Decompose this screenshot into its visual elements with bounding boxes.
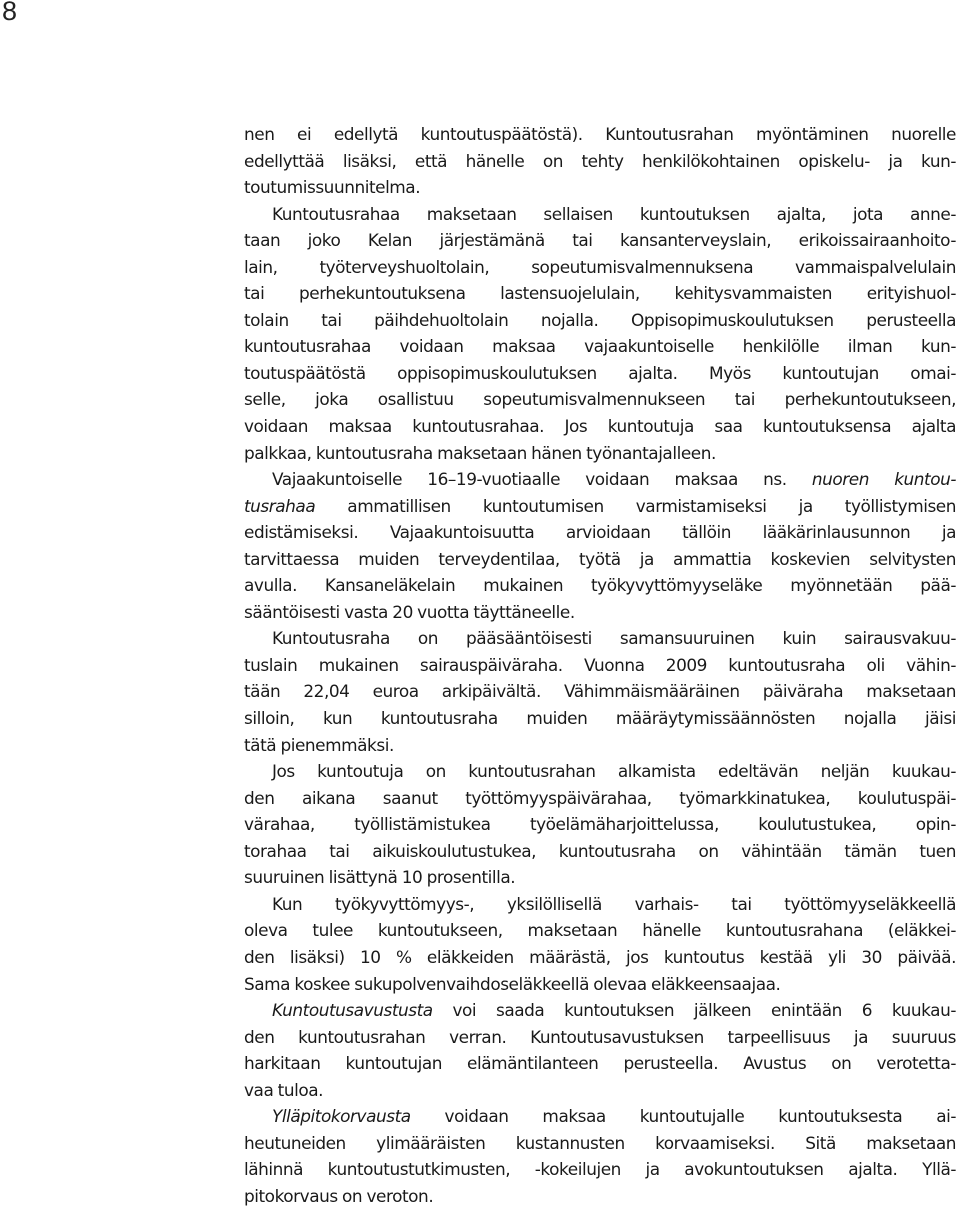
paragraph-p6 [244, 891, 956, 997]
text-segment: tätä pienemmäksi. [244, 734, 394, 755]
body-text [244, 121, 956, 1209]
text-segment: kuntoutusrahaa voidaan maksaa vajaakuntoiselle henkilölle ilman kun- [244, 336, 956, 357]
text-line [244, 891, 956, 918]
text-line [244, 280, 956, 307]
text-line [244, 625, 956, 652]
text-segment: heutuneiden ylimääräisten kustannusten korvaamiseksi. Sitä maksetaan [244, 1132, 956, 1153]
text-segment: Kun työkyvyttömyys-, yksilöllisellä varhais- tai työttömyyseläkkeellä [272, 893, 956, 914]
text-line [244, 333, 956, 360]
text-segment: sääntöisesti vasta 20 vuotta täyttäneelle. [244, 601, 575, 622]
text-line [244, 201, 956, 228]
text-segment: oleva tulee kuntoutukseen, maksetaan hänelle kuntoutusrahana (eläkkei- [244, 920, 956, 941]
text-segment: harkitaan kuntoutujan elämäntilanteen perusteella. Avustus on verotetta- [244, 1053, 956, 1074]
text-line [244, 254, 956, 281]
text-line [244, 493, 956, 520]
paragraph-p1 [244, 121, 956, 201]
text-segment: avulla. Kansaneläkelain mukainen työkyvyttömyyseläke myönnetään pää- [244, 575, 956, 596]
paragraph-p5 [244, 758, 956, 891]
paragraph-p3 [244, 466, 956, 625]
text-segment: nen ei edellytä kuntoutuspäätöstä). Kuntoutusrahan myöntäminen nuorelle [244, 124, 956, 144]
italic-term: Kuntoutusavustusta [272, 1000, 433, 1021]
text-segment: ammatillisen kuntoutumisen varmistamiseksi ja työllistymisen [315, 495, 956, 516]
text-segment: den kuntoutusrahan verran. Kuntoutusavustuksen tarpeellisuus ja suuruus [244, 1026, 956, 1047]
paragraph-p7 [244, 997, 956, 1103]
text-line [244, 785, 956, 812]
text-segment: voidaan maksaa kuntoutujalle kuntoutuksesta ai- [410, 1106, 956, 1127]
text-segment: Jos kuntoutuja on kuntoutusrahan alkamista edeltävän neljän kuukau- [272, 761, 956, 782]
text-line [244, 917, 956, 944]
text-line [244, 307, 956, 334]
text-segment: suuruinen lisättynä 10 prosentilla. [244, 867, 516, 888]
text-segment: silloin, kun kuntoutusraha muiden määräytymissäännösten nojalla jäisi [244, 708, 956, 729]
text-line [244, 944, 956, 971]
text-line [244, 1183, 956, 1210]
text-segment: Kuntoutusrahaa maksetaan sellaisen kuntoutuksen ajalta, jota anne- [272, 203, 956, 224]
text-line [244, 572, 956, 599]
text-line [244, 864, 956, 891]
text-line [244, 811, 956, 838]
text-line [244, 1103, 956, 1130]
text-line [244, 599, 956, 626]
text-segment: tarvittaessa muiden terveydentilaa, työtä ja ammattia koskevien selvitysten [244, 548, 956, 569]
text-segment: edistämiseksi. Vajaakuntoisuutta arvioidaan tällöin lääkärinlausunnon ja [244, 522, 956, 543]
page-number: 8 [2, 0, 18, 26]
text-segment: tai perhekuntoutuksena lastensuojelulain, kehitysvammaisten erityishuol- [244, 283, 956, 304]
text-line [244, 386, 956, 413]
text-segment: voidaan maksaa kuntoutusrahaa. Jos kuntoutuja saa kuntoutuksensa ajalta [244, 416, 956, 437]
text-line [244, 466, 956, 493]
text-line [244, 519, 956, 546]
text-segment: lain, työterveyshuoltolain, sopeutumisvalmennuksena vammaispalvelulain [244, 256, 956, 277]
text-line [244, 652, 956, 679]
text-segment: Vajaakuntoiselle 16–19-vuotiaalle voidaan maksaa ns. [272, 469, 812, 490]
text-line [244, 360, 956, 387]
text-line [244, 1077, 956, 1104]
text-segment: taan joko Kelan järjestämänä tai kansanterveyslain, erikoissairaanhoito- [244, 230, 956, 251]
text-segment: Kuntoutusraha on pääsääntöisesti samansuuruinen kuin sairausvakuu- [272, 628, 956, 649]
text-segment: den aikana saanut työttömyyspäivärahaa, työmarkkinatukea, koulutuspäi- [244, 787, 956, 808]
text-line [244, 1156, 956, 1183]
text-segment: tuslain mukainen sairauspäiväraha. Vuonna 2009 kuntoutusraha oli vähin- [244, 654, 956, 675]
text-line [244, 227, 956, 254]
text-line [244, 1130, 956, 1157]
text-line [244, 705, 956, 732]
text-line [244, 758, 956, 785]
text-segment: torahaa tai aikuiskoulutustukea, kuntoutusraha on vähintään tämän tuen [244, 840, 956, 861]
paragraph-p8 [244, 1103, 956, 1209]
text-segment: den lisäksi) 10 % eläkkeiden määrästä, jos kuntoutus kestää yli 30 päivää. [244, 946, 956, 967]
text-line [244, 732, 956, 759]
text-segment: tolain tai päihdehuoltolain nojalla. Oppisopimuskoulutuksen perusteella [244, 309, 956, 330]
text-line [244, 1050, 956, 1077]
italic-term: nuoren kuntou- [811, 469, 956, 490]
text-line [244, 413, 956, 440]
text-segment: lähinnä kuntoutustutkimusten, -kokeilujen ja avokuntoutuksen ajalta. Yllä- [244, 1159, 956, 1180]
text-line [244, 997, 956, 1024]
text-line [244, 121, 956, 148]
text-segment: pitokorvaus on veroton. [244, 1185, 434, 1206]
italic-term: tusrahaa [244, 495, 316, 516]
text-segment: voi saada kuntoutuksen jälkeen enintään 6 kuukau- [432, 1000, 956, 1021]
text-segment: palkkaa, kuntoutusraha maksetaan hänen työnantajalleen. [244, 442, 716, 463]
paragraph-p4 [244, 625, 956, 758]
text-line [244, 678, 956, 705]
text-line [244, 838, 956, 865]
text-segment: Sama koskee sukupolvenvaihdoseläkkeellä olevaa eläkkeensaajaa. [244, 973, 781, 994]
text-line [244, 148, 956, 175]
text-segment: toutuspäätöstä oppisopimuskoulutuksen ajalta. Myös kuntoutujan omai- [244, 362, 956, 383]
text-segment: selle, joka osallistuu sopeutumisvalmennukseen tai perhekuntoutukseen, [244, 389, 956, 410]
text-line [244, 971, 956, 998]
text-segment: edellyttää lisäksi, että hänelle on tehty henkilökohtainen opiskelu- ja kun- [244, 150, 956, 171]
text-segment: värahaa, työllistämistukea työelämäharjoittelussa, koulutustukea, opin- [244, 814, 956, 835]
paragraph-p2 [244, 201, 956, 466]
italic-term: Ylläpitokorvausta [272, 1106, 411, 1127]
text-segment: tään 22,04 euroa arkipäivältä. Vähimmäismääräinen päiväraha maksetaan [244, 681, 956, 702]
text-line [244, 174, 956, 201]
text-line [244, 546, 956, 573]
text-line [244, 440, 956, 467]
text-line [244, 1024, 956, 1051]
text-segment: toutumissuunnitelma. [244, 177, 421, 198]
text-segment: vaa tuloa. [244, 1079, 324, 1100]
